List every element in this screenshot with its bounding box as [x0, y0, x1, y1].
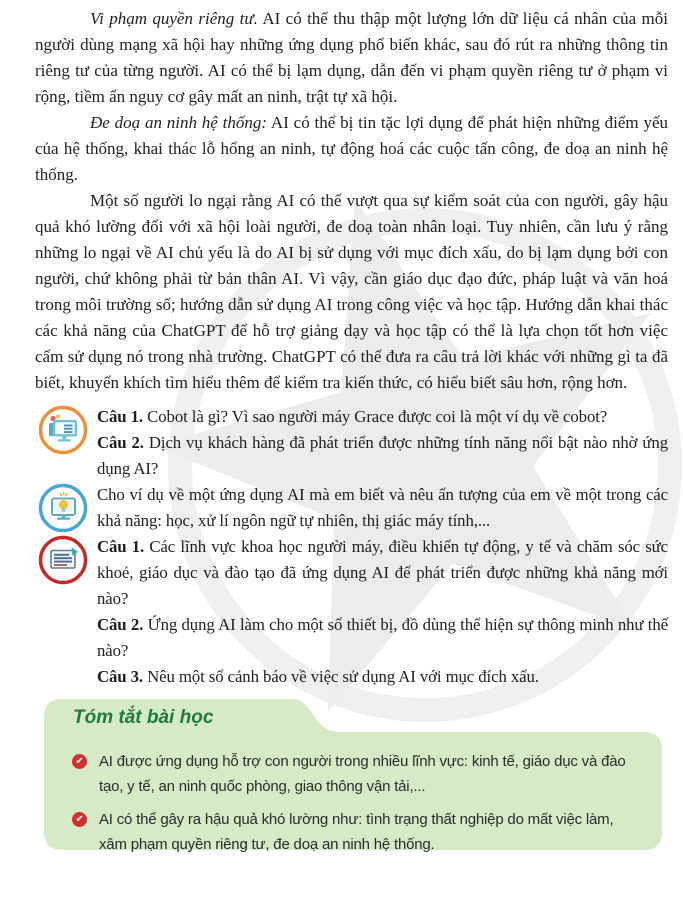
question-text: Ứng dụng AI làm cho một số thiết bị, đồ dùng thể hiện sự thông minh như thế nào?: [97, 615, 668, 660]
question-item: [97, 430, 668, 482]
lightbulb-activity-icon: [38, 483, 88, 533]
question-block-computer: [35, 404, 668, 482]
question-text: Dịch vụ khách hàng đã phát triển được những tính năng nổi bật nào nhờ ứng dụng AI?: [97, 433, 668, 478]
paragraph-security-lead: Đe doạ an ninh hệ thống:: [90, 113, 268, 132]
question-label: Câu 2.: [97, 433, 144, 452]
question-section: [35, 404, 668, 690]
page-content: [35, 6, 669, 853]
paragraph-privacy-lead: Vi phạm quyền riêng tư.: [90, 9, 258, 28]
paragraph-security: [35, 110, 668, 188]
question-item: [97, 612, 668, 664]
summary-title: Tóm tắt bài học: [73, 707, 214, 728]
question-label: Câu 2.: [97, 615, 144, 634]
question-text: Cobot là gì? Vì sao người máy Grace được coi là một ví dụ về cobot?: [147, 407, 608, 426]
paragraph-security-body: AI có thể bị tin tặc lợi dụng để phát hiện những điểm yếu của hệ thống, khai thác lỗ hổng an ninh, tự động hoá các cuộc tấn công, đe doạ an ninh hệ thống.: [35, 113, 668, 184]
summary-bullet: [72, 749, 640, 799]
summary-bullet-text: AI có thể gây ra hậu quả khó lường như: tình trạng thất nghiệp do mất việc làm, xâm phạm quyền riêng tư, đe doạ an ninh hệ thống.: [99, 811, 614, 853]
lesson-summary-box: [44, 699, 662, 853]
question-block-activity: [35, 482, 668, 534]
check-circle-icon: ✔: [72, 754, 87, 769]
summary-bullet-text: AI được ứng dụng hỗ trợ con người trong nhiều lĩnh vực: kinh tế, giáo dục và đào tạo, y tế, an ninh quốc phòng, giao thông vận tải,...: [99, 753, 626, 795]
question-label: Câu 1.: [97, 407, 144, 426]
question-label: Câu 1.: [97, 537, 145, 556]
question-item: [97, 482, 668, 534]
computer-exercise-icon: [38, 405, 88, 455]
check-circle-icon: ✔: [72, 812, 87, 827]
question-label: Câu 3.: [97, 667, 144, 686]
summary-bullet-list: [72, 749, 640, 865]
question-item: [97, 534, 668, 612]
paragraph-privacy-body: AI có thể thu thập một lượng lớn dữ liệu cá nhân của mỗi người dùng mạng xã hội hay những ứng dụng phổ biến khác, sau đó rút ra những thông tin riêng tư của từng người. AI có thể bị lạm dụng, dẫn đến vi phạm quyền riêng tư ở phạm vi rộng, tiềm ẩn nguy cơ gây mất an ninh, trật tự xã hội.: [35, 9, 669, 106]
paragraph-privacy: [35, 6, 668, 110]
document-questions-icon: [38, 535, 88, 585]
question-text: Nêu một số cảnh báo về việc sử dụng AI với mục đích xấu.: [147, 667, 539, 686]
summary-bullet: [72, 807, 640, 857]
question-item: [97, 664, 668, 690]
question-item: [97, 404, 668, 430]
paragraph-concerns-body: Một số người lo ngại rằng AI có thể vượt qua sự kiểm soát của con người, gây hậu quả khó lường đối với xã hội loài người, đe doạ toàn nhân loại. Tuy nhiên, cần lưu ý rằng những lo ngại về AI chủ yếu là do AI bị sử dụng với mục đích xấu, do bị lạm dụng bởi con người, chứ không phải từ bản thân AI. Vì vậy, cần giáo dục đạo đức, pháp luật và văn hoá trong môi trường số; hướng dẫn sử dụng AI trong công việc và học tập. Hướng dẫn khai thác các khả năng của ChatGPT để hỗ trợ giảng dạy và học tập có thể là lựa chọn tốt hơn việc cấm sử dụng nó trong nhà trường. ChatGPT có thể đưa ra câu trả lời khác với những gì ta đã biết, khuyến khích tìm hiểu thêm để kiểm tra kiến thức, có hiểu biết sâu hơn, rộng hơn.: [35, 191, 668, 392]
question-block-review: [35, 534, 668, 690]
question-text: Các lĩnh vực khoa học người máy, điều khiển tự động, y tế và chăm sóc sức khoẻ, giáo dục và đào tạo đã ứng dụng AI để phát triển được những khả năng mới nào?: [97, 537, 668, 608]
question-text: Cho ví dụ về một ứng dụng AI mà em biết và nêu ấn tượng của em về một trong các khả năng: học, xử lí ngôn ngữ tự nhiên, thị giác máy tính,...: [97, 485, 668, 530]
paragraph-concerns: [35, 188, 668, 396]
